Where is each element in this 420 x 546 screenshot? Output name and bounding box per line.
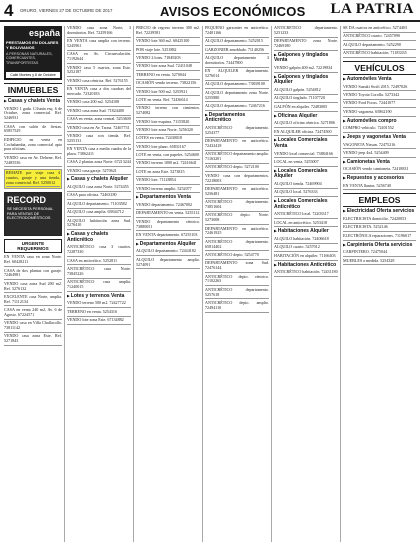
column-4: [205, 26, 269, 542]
classified-ad: VENDO Ford Focus. 72441077: [343, 101, 416, 108]
classified-ad: ALQUILO departamento amplio. 5274091: [136, 258, 200, 270]
ad-list: [343, 143, 416, 158]
column-6: [343, 26, 416, 542]
classified-ad: VENDO Suzuki Swift 2015. 72497026: [343, 85, 416, 92]
classified-ad: ALQUILO departamento. 73839100: [205, 82, 269, 89]
ad-list: [4, 107, 62, 168]
classified-ad: EN ALQUILER oficina. 72474500: [274, 130, 338, 137]
urgente-banner: URGENTE REQUERIMOS: [4, 239, 62, 253]
category-heading: ▶ Jeeps y vagonetas Venta: [343, 135, 416, 141]
classified-ad: POR viaje lote. 5251882: [136, 48, 200, 55]
category-heading: ▶ Departamentos Alquiler: [136, 242, 200, 248]
classified-ad: ANTICRÉTICO depto. 5254770: [205, 253, 269, 260]
ad-list: [67, 245, 131, 291]
classified-ad: ALQUILO habitación zona Sud. 5276410: [67, 219, 131, 231]
classified-ad: ALQUILO galpón. 5254812: [274, 88, 338, 95]
classified-ad: CASA de dos plantas con garaje. 72464981: [4, 269, 62, 281]
classified-ad: LOTES en venta. 72430018: [136, 136, 200, 143]
category-heading: ▶ Galpones y tinglados Alquiler: [274, 75, 338, 86]
column-divider: [340, 26, 341, 542]
section-empleos: EMPLEOS: [343, 193, 416, 207]
classified-ad: DEPARTAMENTO zona Sud. 72476144: [205, 261, 269, 273]
classified-ad: ANTICRÉTICO departamento. 65814402: [205, 240, 269, 252]
category-heading: ▶ Habitaciones Alquiler: [274, 229, 338, 235]
classified-ad: DEPARTAMENTO zona Norte. 72469180: [274, 39, 338, 51]
record-title: RECORD: [7, 195, 47, 206]
classified-ad: VENDO 2 lotes. 71849203: [136, 56, 200, 63]
classified-ad: ALQUILO habitación. 72406618: [274, 237, 338, 244]
classified-ad: VENDO casa zona Norte, 3 dormitorios. Ref. 72259166: [67, 26, 131, 38]
page-number: 4: [4, 1, 14, 20]
classified-ad: ANTICRÉTICO casa amplia. 71240015: [67, 280, 131, 292]
classified-ad: ALQUILO cuarto. 5257012: [274, 245, 338, 252]
classified-ad: VENDO casa céntrica. Ref. 5276155: [67, 79, 131, 86]
ad-list: [274, 237, 338, 261]
classified-ad: EXCELENTE casa Norte, amplia. Ref. 71112134: [4, 295, 62, 307]
section-inmuebles: INMUEBLES: [4, 83, 62, 97]
classified-ad: VENDO Toyota Corolla. 5273342: [343, 93, 416, 100]
classified-ad: OCASIÓN vendo terreno. 73822156: [136, 81, 200, 88]
category-heading: ▶ Locales Comerciales Anticrético: [274, 199, 338, 210]
classified-ad: MUEBLES a medida. 5254328: [343, 259, 416, 266]
classified-ad: VENDO terreno con cimientos. 5274082: [136, 106, 200, 118]
classified-ad: DEPARTAMENTO en venta. 5255112: [136, 211, 200, 218]
category-heading: ▶ Casas y chalets Anticrético: [67, 232, 131, 243]
classified-ad: EDIFICIO en venta en Cochabamba, zona comercial apto para oficinas.: [4, 138, 62, 154]
classified-ad: LOTE en venta, con papeles. 5254600: [136, 153, 200, 160]
classified-ad: VENDO casa garaje. 5270621: [67, 169, 131, 176]
category-heading: ▶ Casas y chalets Alquiler: [67, 177, 131, 183]
column-1: [4, 26, 62, 542]
classified-ad: VENDO lote 500 m2. 5255921: [136, 90, 200, 97]
classified-ad: DEPARTAMENTO en anticrético. 72461925: [205, 227, 269, 239]
classified-ad: ANTICRÉTICO habitación. 71183335: [343, 51, 416, 58]
ad-list: [343, 167, 416, 174]
classified-ad: COMPRO vehículo. 72401552: [343, 126, 416, 133]
classified-ad: VAGONETA Nissan. 72475216: [343, 143, 416, 150]
classified-ad: ANTICRÉTICO depto. amplio. 72494110: [205, 301, 269, 313]
ad-list: [274, 121, 338, 136]
page-header: [0, 0, 420, 22]
classified-ad: VENDO vagoneta. 65862190: [343, 110, 416, 117]
category-heading: ▶ Electricidad Oferta servicios: [343, 209, 416, 215]
classified-ad: ELECTRICISTA domicilio. 72420053: [343, 217, 416, 224]
classified-ad: ANTICRÉTICO departamento. 73851604: [205, 200, 269, 212]
classified-ad: EN VENTA casa a dos cuadras del mercado. 72320183: [67, 87, 131, 99]
classified-ad: HABITACIÓN en alquiler. 71166403: [274, 254, 338, 261]
column-divider: [271, 26, 272, 542]
ad-list: [343, 184, 416, 191]
category-heading: ▶ Galpones y tinglados Venta: [274, 53, 338, 64]
classified-ad: VENDO 1 gada. C/Junín esq. 6 de Octubre, zona comercial. Ref. 5246931: [4, 107, 62, 123]
classified-ad: CASA en venta 240 m2, Av. 6 de Agosto. 67224571: [4, 308, 62, 320]
classified-ad: CASA con salón de fiestas. 65857529: [4, 125, 62, 137]
classified-ad: VENDO lote zona Este. 67134882: [67, 318, 131, 325]
ad-list: [343, 250, 416, 265]
classified-ad: VENDO casa zona Este. Ref. 5271843: [4, 334, 62, 346]
classified-ad: ALQUILO departamento. 5252015: [205, 39, 269, 46]
ad-list: [136, 26, 200, 193]
classified-ad: LOTE en venta. Ref. 72436614: [136, 98, 200, 105]
classified-ad: VENDO terreno 1000 m2. 72416641: [136, 161, 200, 168]
category-heading: ▶ Locales Comerciales Venta: [274, 138, 338, 149]
classified-ad: ELECTRICISTA. 5252146: [343, 225, 416, 232]
ad-list: [343, 26, 416, 58]
espana-logo: españa: [28, 28, 60, 38]
column-divider: [64, 26, 65, 542]
classified-ad: PRECIO de regreso terreno 300 m2. Ref. 72239581: [136, 26, 200, 38]
classified-ad: ANTICRÉTICO departamento amplio. 71163201: [205, 152, 269, 164]
classified-ad: VENDO lote plano. 65831167: [136, 145, 200, 152]
classified-ad: CARPINTERO. 72475044: [343, 250, 416, 257]
classified-ad: CASA 2 plantas zona Norte. 67213244: [67, 160, 131, 167]
classified-ad: ANTICRÉTICO departamento. 5254377: [205, 126, 269, 138]
classified-ad: ALQUILO departamento 3 dormitorios. 72447800: [205, 56, 269, 68]
classified-ad: VENDO galpón 400 m2. 72219834: [274, 66, 338, 73]
classified-ad: CASA en Av. Circunvalación. 71192644: [67, 52, 131, 64]
classified-ad: ANTICRÉTICO cuarto. 72457090: [343, 34, 416, 41]
classified-ad: ALQUILO departamento zona Norte. 5255880: [205, 91, 269, 103]
espana-address: Calle Montes y 6 de Octubre: [6, 72, 60, 78]
classified-ad: DEPARTAMENTO en anticrético. 72432418: [205, 139, 269, 151]
classified-ad: ANTICRÉTICO depto. 5272100: [205, 165, 269, 172]
classified-ad: VENDO lote 360 m2. 60425100: [136, 39, 200, 46]
classified-ad: OCASIÓN vendo camioneta. 72418831: [343, 167, 416, 174]
category-heading: ▶ Repuestos y accesorios: [343, 176, 416, 182]
ad-list: [136, 203, 200, 240]
classified-ad: VENDO terreno amplio. 5252077: [136, 187, 200, 194]
ad-list: [205, 26, 269, 111]
classified-ad: VENDO lote zona Norte. 5256320: [136, 128, 200, 135]
classified-ad: ANTICRÉTICO local. 72203317: [274, 212, 338, 219]
classified-ad: GALPÓN en alquiler. 72483005: [274, 105, 338, 112]
category-heading: ▶ Departamentos Anticrético: [205, 113, 269, 124]
classified-ad: LOTE en zona Este. 5273815: [136, 170, 200, 177]
ad-list: [4, 255, 62, 346]
classified-ad: ALQUILO casa amplia. 65844712: [67, 210, 131, 217]
newspaper-brand: LA PATRIA: [330, 1, 414, 17]
classified-ad: VENDO casa zona Sud. 71824400: [67, 109, 131, 116]
classified-ad: ALQUILO local. 5276333: [274, 190, 338, 197]
classified-ad: VENDO lote zona Sud. 72411048: [136, 64, 200, 71]
classified-ad: ANTICRÉTICO casa Norte. 73845226: [67, 267, 131, 279]
classified-ad: LOCAL en venta. 5255007: [274, 160, 338, 167]
classified-ad: VENDO departamento céntrico. 73880051: [136, 220, 200, 232]
ad-list: [67, 301, 131, 325]
espana-headline: PRESTAMOS EN DOLARES Y BOLIVIANOS: [6, 40, 59, 50]
category-heading: ▶ Departamentos Venta: [136, 195, 200, 201]
ad-list: [67, 185, 131, 230]
classified-ad: ALQUILO tienda. 72469904: [274, 182, 338, 189]
category-heading: ▶ Automóviles Venta: [343, 77, 416, 83]
ad-list: [205, 126, 269, 313]
classified-ad: VENDO casa con departamentos. 72218003: [205, 174, 269, 186]
column-5: [274, 26, 338, 542]
ad-list: [274, 270, 338, 277]
classified-ad: GARZONIER amoblado. 71140256: [205, 48, 269, 55]
ad-list: [274, 212, 338, 227]
classified-ad: VENDO casa zona Sud 200 m2. Ref. 5276132: [4, 282, 62, 294]
category-heading: ▶ Automóviles compro: [343, 119, 416, 125]
classified-ad: SE DA cuartos en anticrético. 5274403: [343, 26, 416, 33]
classified-ad: VENDO casa en Av. Dehene, Ref. 72485536: [4, 156, 62, 168]
classified-ad: EN VENTA casa en zona Norte. Ref. 60428211: [4, 255, 62, 267]
classified-ad: DEPARTAMENTO en anticrético. 5256481: [205, 187, 269, 199]
classified-ad: CASA en venta, zona central. 5253600: [67, 117, 131, 124]
classified-ad: EN VENTA departamento. 67255103: [136, 233, 200, 240]
classified-ad: VENDO casa en Villa Challacollo. 73811142: [4, 321, 62, 333]
classified-ad: VENDO local comercial. 73884166: [274, 152, 338, 159]
column-divider: [133, 26, 134, 542]
classified-ad: ALQUILO departamento. 72444182: [136, 249, 200, 256]
classified-ad: CASA en anticrético. 5252811: [67, 259, 131, 266]
category-heading: ▶ Carpintería Oferta servicios: [343, 243, 416, 249]
category-heading: ▶ Habitaciones Anticrético: [274, 263, 338, 269]
category-heading: ▶ Lotes y terrenos Venta: [67, 294, 131, 300]
column-2: [67, 26, 131, 542]
classified-ad: ANTICRÉTICO departamento. 5257618: [205, 288, 269, 300]
espana-advert: [4, 26, 62, 80]
classified-ad: ANTICRÉTICO casa 3 cuartos. 72287330: [67, 245, 131, 257]
classified-ad: ANTICRÉTICO departamento. 5251233: [274, 26, 338, 38]
classified-ad: VENDO casa 5 cuartos, zona Este. 5252187: [67, 66, 131, 78]
highlighted-ad: REMATE por viaje casa 4 cuartos, garaje y una tienda, zona comercial. Ref. 5250012: [4, 169, 62, 189]
category-heading: ▶ Camionetas Venta: [343, 160, 416, 166]
classified-ad: ELECTRÓNICA reparaciones. 71196017: [343, 234, 416, 241]
category-heading: ▶ Locales Comerciales Alquiler: [274, 169, 338, 180]
classified-ad: ALQUILO departamento. 5252290: [343, 43, 416, 50]
ad-list: [274, 152, 338, 167]
classified-ad: VENDO casa en Av. Tacna. 72467731: [67, 126, 131, 133]
record-advert: [4, 192, 62, 236]
classified-ad: ANTICRÉTICO depto. céntrico. 71102263: [205, 275, 269, 287]
classified-ad: VENDO casa con tienda. Ref. 5255131: [67, 134, 131, 146]
column-divider: [202, 26, 203, 542]
classified-ad: ANTICRÉTICO habitación. 72431180: [274, 270, 338, 277]
classified-ad: VENDO casa 200 m2. 5254108: [67, 100, 131, 107]
ad-list: [343, 217, 416, 241]
classified-ad: ALQUILO tinglado. 71107720: [274, 96, 338, 103]
classified-ad: ANTICRÉTICO depto. Norte. 5273008: [205, 213, 269, 225]
ad-list: [343, 126, 416, 133]
classified-ad: CASA para oficina. 72463180: [67, 193, 131, 200]
classified-ad: VENDO terreno 500 m2. 72427722: [67, 301, 131, 308]
classified-ad: ALQUILO departamento. 71103582: [67, 202, 131, 209]
category-heading: ▶ Casas y chalets Venta: [4, 99, 62, 105]
classified-ad: PEQUEÑO garzonier en anticrético. 72401166: [205, 26, 269, 38]
ad-list: [136, 249, 200, 269]
record-text: SE NECESITA PERSONAL PARA VENTAS DE ELECTRODOMÉSTICOS: [7, 207, 54, 221]
classified-ad: ALQUILO casa zona Norte. 5274455: [67, 185, 131, 192]
ad-list: [67, 26, 131, 175]
classified-ad: EN VENTA casa amplia con terreno. 5245961: [67, 39, 131, 51]
section-title: AVISOS ECONÓMICOS: [160, 4, 306, 19]
espana-subtext: A PERSONAS NATURALES, COMERCIANTES, TRANSPORTISTAS: [6, 52, 53, 65]
category-heading: ▶ Oficinas Alquiler: [274, 114, 338, 120]
classified-ad: EN VENTA casa a media cuadra de la plaza. 73862411: [67, 147, 131, 159]
classified-ad: EN ALQUILER departamento. 5276014: [205, 69, 269, 81]
classified-ad: VENDO lote esquina. 71155820: [136, 120, 200, 127]
classified-ad: VENDO departamento. 72467002: [136, 203, 200, 210]
classified-ad: EN VENTA llantas. 5256740: [343, 184, 416, 191]
ad-list: [274, 88, 338, 112]
ad-list: [274, 26, 338, 51]
ad-list: [274, 66, 338, 73]
section-vehiculos: VEHÍCULOS: [343, 61, 416, 75]
classified-ad: VENDO lote. 71128854: [136, 178, 200, 185]
classified-ad: TERRENO en venta. 5254316: [67, 310, 131, 317]
ad-list: [274, 182, 338, 197]
classified-ad: ALQUILO departamento. 72467216: [205, 104, 269, 111]
classified-ad: VENDO jeep 4x4. 5254409: [343, 151, 416, 158]
classified-ad: ALQUILO oficina céntrica. 5271806: [274, 121, 338, 128]
dateline: ORURO, VIERNES 27 DE OCTUBRE DE 2017: [20, 8, 113, 13]
classified-ad: LOCAL en anticrético. 5253418: [274, 221, 338, 228]
column-3: [136, 26, 200, 542]
ad-list: [343, 85, 416, 117]
classified-ad: TERRENO en venta. 5270044: [136, 73, 200, 80]
